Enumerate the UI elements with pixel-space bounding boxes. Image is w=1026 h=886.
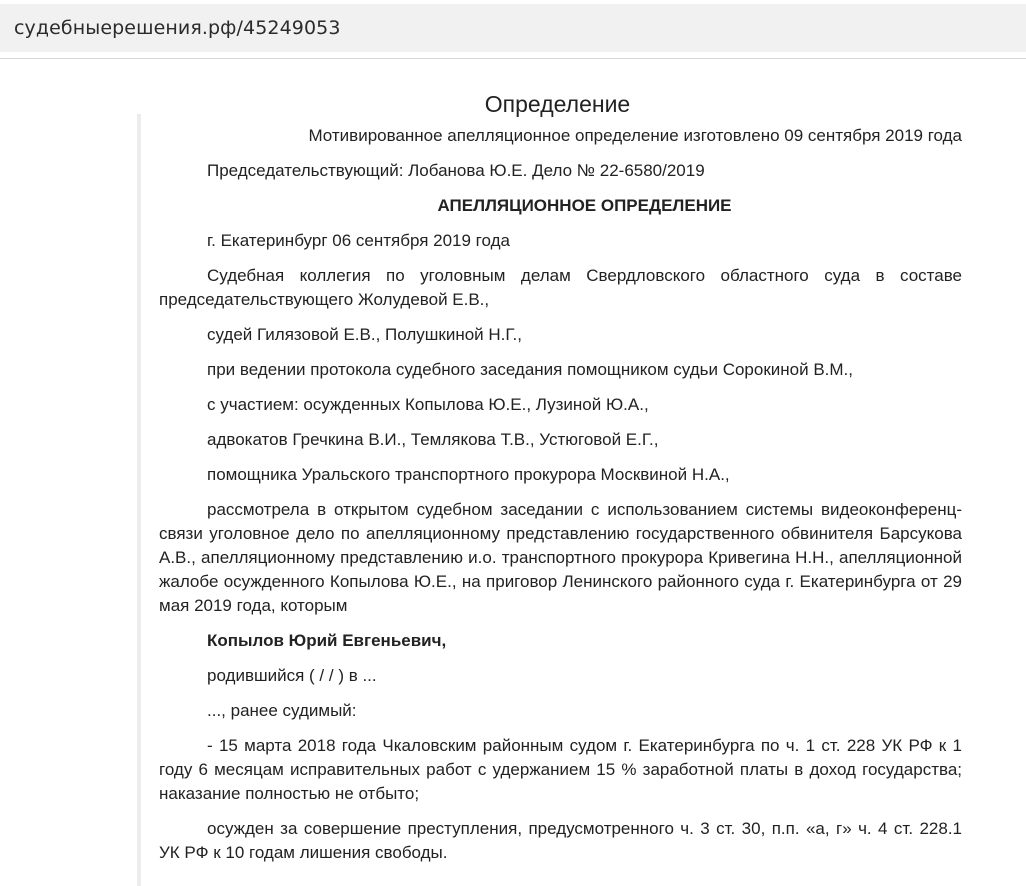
divider: [0, 58, 1026, 59]
doc-paragraph-participants: с участием: осужденных Копылова Ю.Е., Лузиной Ю.А.,: [207, 395, 649, 414]
doc-paragraph-motivated-date: Мотивированное апелляционное определение изготовлено 09 сентября 2019 года: [308, 126, 962, 145]
doc-paragraph-sentence: осужден за совершение преступления, предусмотренного ч. 3 ст. 30, п.п. «а, г» ч. 4 ст. 228.1 УК РФ к 10 годам лишения свободы.: [159, 819, 962, 862]
doc-paragraph-considered: рассмотрела в открытом судебном заседании с использованием системы видеоконференц-связи уголовное дело по апелляционному представлению государственного обвинителя Барсукова А.В., апелляционному представлению и.о. транспортного прокурора Кривегина Н.Н., апелляционной жалобе осужденного Копылова Ю.Е., на приговор Ленинского районного суда г. Екатеринбурга от 29 мая 2019 года, которым: [159, 500, 962, 615]
doc-paragraph-presiding-case-number: Председательствующий: Лобанова Ю.Е. Дело № 22-6580/2019: [207, 161, 705, 180]
doc-paragraph-collegium: Судебная коллегия по уголовным делам Свердловского областного суда в составе председательствующего Жолудевой Е.В.,: [159, 266, 962, 309]
doc-paragraph-judges: судей Гилязовой Е.В., Полушкиной Н.Г.,: [207, 325, 522, 344]
doc-paragraph-place-date: г. Екатеринбург 06 сентября 2019 года: [207, 231, 510, 250]
url-text[interactable]: судебныерешения.рф/45249053: [14, 17, 341, 39]
address-bar[interactable]: [0, 4, 1026, 52]
doc-paragraph-prior-conviction: - 15 марта 2018 года Чкаловским районным судом г. Екатеринбурга по ч. 1 ст. 228 УК РФ к 1 году 6 месяцам исправительных работ с удержанием 15 % заработной платы в доход государства; наказание полностью не отбыто;: [159, 736, 962, 803]
doc-paragraph-previously-convicted: ..., ранее судимый:: [207, 701, 357, 720]
doc-paragraph-born: родившийся ( / / ) в ...: [207, 666, 377, 685]
content-left-border: [137, 114, 141, 886]
doc-paragraph-lawyers: адвокатов Гречкина В.И., Темлякова Т.В., Устюговой Е.Г.,: [207, 430, 659, 449]
doc-paragraph-prosecutor: помощника Уральского транспортного прокурора Москвиной Н.А.,: [207, 465, 730, 484]
page-title: Определение: [484, 91, 631, 118]
doc-paragraph-defendant-name: Копылов Юрий Евгеньевич,: [207, 631, 447, 650]
doc-heading: АПЕЛЛЯЦИОННОЕ ОПРЕДЕЛЕНИЕ: [437, 196, 732, 215]
doc-paragraph-protocol: при ведении протокола судебного заседания помощником судьи Сорокиной В.М.,: [207, 360, 853, 379]
document-body: [159, 124, 962, 876]
